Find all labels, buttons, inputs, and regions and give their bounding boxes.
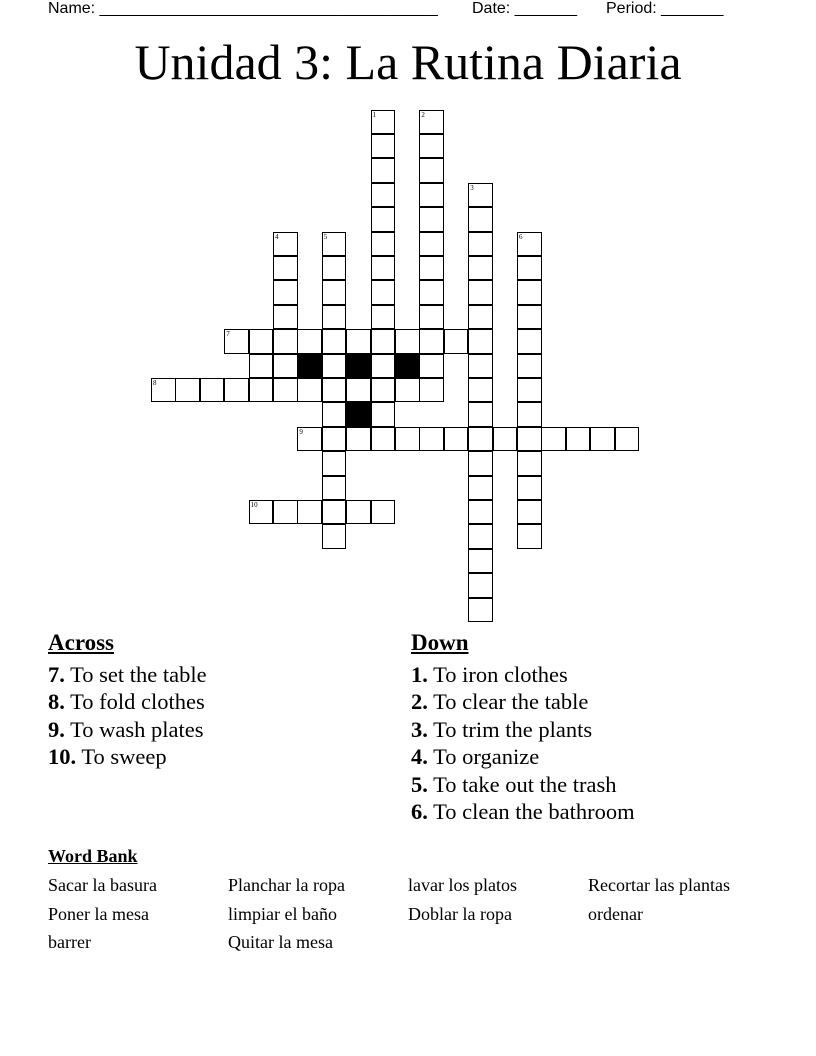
clue-text: To take out the trash — [427, 771, 617, 797]
crossword-cell[interactable] — [249, 329, 274, 354]
crossword-cell[interactable] — [322, 427, 347, 452]
crossword-cell[interactable] — [468, 207, 493, 232]
date-field[interactable]: Date: _______ — [472, 0, 577, 17]
clue-number: 6. — [411, 799, 428, 825]
crossword-cell[interactable] — [297, 329, 322, 354]
crossword-cell[interactable] — [297, 500, 322, 525]
crossword-cell[interactable] — [322, 451, 347, 476]
crossword-cell[interactable] — [468, 232, 493, 257]
crossword-cell[interactable] — [517, 476, 542, 501]
crossword-cell[interactable] — [468, 256, 493, 281]
crossword-cell[interactable] — [200, 378, 225, 403]
crossword-cell[interactable] — [468, 476, 493, 501]
crossword-cell[interactable] — [468, 451, 493, 476]
word-bank-item: Planchar la ropa — [228, 875, 345, 895]
crossword-cell[interactable] — [468, 500, 493, 525]
word-bank-item: Quitar la mesa — [228, 932, 333, 952]
crossword-cell[interactable] — [175, 378, 200, 403]
crossword-cell[interactable] — [419, 256, 444, 281]
crossword-cell[interactable] — [224, 329, 249, 354]
crossword-cell[interactable] — [322, 232, 347, 257]
crossword-cell[interactable] — [468, 329, 493, 354]
page-title: Unidad 3: La Rutina Diaria — [134, 34, 682, 90]
clue-text: To clear the table — [427, 689, 589, 715]
crossword-cell[interactable] — [371, 207, 396, 232]
clue-number: 1. — [411, 662, 428, 687]
clue-number: 8 — [153, 378, 157, 387]
crossword-cell[interactable] — [517, 329, 542, 354]
crossword-cell[interactable] — [517, 280, 542, 305]
crossword-cell[interactable] — [468, 280, 493, 305]
crossword-cell[interactable] — [273, 354, 298, 379]
clue-text: To fold clothes — [64, 689, 205, 715]
crossword-cell[interactable] — [468, 183, 493, 208]
crossword-cell[interactable] — [371, 329, 396, 354]
crossword-cell[interactable] — [371, 427, 396, 452]
word-bank-item: Doblar la ropa — [408, 904, 512, 924]
crossword-cell[interactable] — [419, 329, 444, 354]
crossword-cell[interactable] — [566, 427, 591, 452]
crossword-cell[interactable] — [346, 427, 371, 452]
clue-item — [411, 743, 635, 770]
clue-text: To organize — [427, 744, 540, 770]
clue-number: 6 — [519, 232, 523, 241]
clue-number: 4 — [275, 232, 279, 241]
crossword-cell[interactable] — [517, 402, 542, 427]
crossword-cell[interactable] — [468, 598, 493, 623]
crossword-cell[interactable] — [590, 427, 615, 452]
crossword-cell[interactable] — [297, 427, 322, 452]
crossword-cell[interactable] — [371, 354, 396, 379]
period-field[interactable]: Period: _______ — [606, 0, 724, 17]
clue-text: To wash plates — [64, 716, 204, 742]
across-clues — [48, 661, 207, 771]
crossword-cell[interactable] — [322, 305, 347, 330]
clue-number: 8. — [48, 689, 65, 715]
down-heading: Down — [411, 630, 469, 655]
crossword-cell[interactable] — [395, 329, 420, 354]
crossword-cell[interactable] — [371, 110, 396, 135]
clue-text: To trim the plants — [427, 716, 593, 742]
crossword-cell[interactable] — [371, 232, 396, 257]
crossword-cell[interactable] — [468, 524, 493, 549]
clue-text: To sweep — [76, 744, 167, 770]
clue-number: 1 — [372, 110, 377, 119]
clue-number: 2. — [411, 689, 428, 715]
black-cell — [346, 354, 371, 379]
crossword-cell[interactable] — [322, 354, 347, 379]
clue-number: 2 — [421, 110, 425, 119]
word-bank-item: Recortar las plantas — [588, 875, 730, 895]
crossword-cell[interactable] — [468, 427, 493, 452]
clue-item — [411, 716, 635, 743]
crossword-cell[interactable] — [371, 256, 396, 281]
clue-number: 10 — [250, 500, 258, 509]
crossword-cell[interactable] — [371, 305, 396, 330]
word-bank-item: Poner la mesa — [48, 904, 149, 924]
crossword-cell[interactable] — [419, 158, 444, 183]
crossword-cell[interactable] — [468, 549, 493, 574]
word-bank-item: Sacar la basura — [48, 875, 157, 895]
clue-number: 7 — [226, 330, 230, 339]
clue-number: 4. — [411, 744, 428, 770]
crossword-cell[interactable] — [273, 280, 298, 305]
crossword-cell[interactable] — [371, 402, 396, 427]
word-bank-item: limpiar el baño — [228, 904, 337, 924]
clue-item — [48, 688, 207, 715]
clue-number: 5 — [323, 232, 328, 241]
clue-number: 10. — [48, 744, 77, 770]
clue-item — [411, 771, 635, 798]
crossword-cell[interactable] — [517, 524, 542, 549]
crossword-cell[interactable] — [346, 329, 371, 354]
crossword-cell[interactable] — [419, 354, 444, 379]
word-bank-item: ordenar — [588, 904, 643, 924]
crossword-cell[interactable] — [151, 378, 176, 403]
word-bank-title: Word Bank — [48, 846, 138, 866]
crossword-cell[interactable] — [322, 256, 347, 281]
crossword-cell[interactable] — [249, 500, 274, 525]
crossword-cell[interactable] — [615, 427, 640, 452]
clue-item — [48, 743, 207, 770]
clue-number: 9 — [299, 427, 303, 436]
black-cell — [297, 354, 322, 379]
crossword-cell[interactable] — [419, 232, 444, 257]
black-cell — [395, 354, 420, 379]
crossword-cell[interactable] — [444, 427, 469, 452]
clue-number: 3. — [411, 716, 428, 742]
crossword-cell[interactable] — [249, 354, 274, 379]
clue-item — [48, 661, 207, 688]
crossword-cell[interactable] — [371, 134, 396, 159]
clue-number: 3 — [470, 183, 474, 192]
crossword-cell[interactable] — [517, 256, 542, 281]
crossword-cell[interactable] — [444, 329, 469, 354]
crossword-cell[interactable] — [371, 280, 396, 305]
crossword-cell[interactable] — [273, 378, 298, 403]
crossword-cell[interactable] — [273, 232, 298, 257]
clue-number: 9. — [48, 716, 65, 742]
crossword-cell[interactable] — [346, 378, 371, 403]
crossword-cell[interactable] — [517, 427, 542, 452]
crossword-cell[interactable] — [517, 378, 542, 403]
clue-item — [411, 661, 635, 688]
clue-text: To iron clothes — [427, 662, 568, 687]
crossword-cell[interactable] — [517, 354, 542, 379]
crossword-cell[interactable] — [224, 378, 249, 403]
crossword-cell[interactable] — [322, 280, 347, 305]
crossword-cell[interactable] — [541, 427, 566, 452]
crossword-cell[interactable] — [322, 524, 347, 549]
crossword-cell[interactable] — [419, 280, 444, 305]
crossword-cell[interactable] — [371, 158, 396, 183]
crossword-cell[interactable] — [419, 183, 444, 208]
crossword-cell[interactable] — [395, 427, 420, 452]
crossword-cell[interactable] — [273, 329, 298, 354]
clue-item — [48, 716, 207, 743]
crossword-cell[interactable] — [419, 207, 444, 232]
crossword-cell[interactable] — [322, 402, 347, 427]
crossword-cell[interactable] — [371, 378, 396, 403]
crossword-cell[interactable] — [419, 110, 444, 135]
crossword-cell[interactable] — [297, 378, 322, 403]
crossword-cell[interactable] — [395, 378, 420, 403]
crossword-cell[interactable] — [346, 500, 371, 525]
crossword-cell[interactable] — [322, 500, 347, 525]
clue-number: 5. — [411, 771, 428, 797]
crossword-cell[interactable] — [493, 427, 518, 452]
word-bank-item: barrer — [48, 932, 91, 952]
crossword-cell[interactable] — [468, 378, 493, 403]
crossword-cell[interactable] — [468, 354, 493, 379]
clue-item — [411, 798, 635, 825]
crossword-cell[interactable] — [517, 451, 542, 476]
crossword-cell[interactable] — [322, 476, 347, 501]
crossword-cell[interactable] — [517, 500, 542, 525]
crossword-cell[interactable] — [468, 305, 493, 330]
name-field[interactable]: Name: ______________________________________ — [48, 0, 438, 17]
crossword-cell[interactable] — [419, 427, 444, 452]
crossword-cell[interactable] — [419, 134, 444, 159]
word-bank-item: lavar los platos — [408, 875, 517, 895]
crossword-cell[interactable] — [322, 329, 347, 354]
clue-item — [411, 688, 635, 715]
clue-text: To clean the bathroom — [427, 799, 635, 825]
crossword-cell[interactable] — [468, 402, 493, 427]
crossword-cell[interactable] — [517, 305, 542, 330]
clue-text: To set the table — [64, 662, 207, 687]
crossword-cell[interactable] — [517, 232, 542, 257]
crossword-cell[interactable] — [419, 305, 444, 330]
crossword-cell[interactable] — [468, 573, 493, 598]
crossword-cell[interactable] — [249, 378, 274, 403]
crossword-cell[interactable] — [273, 500, 298, 525]
crossword-cell[interactable] — [322, 378, 347, 403]
crossword-cell[interactable] — [371, 500, 396, 525]
across-heading: Across — [48, 630, 115, 655]
clue-number: 7. — [48, 662, 65, 687]
black-cell — [346, 402, 371, 427]
crossword-cell[interactable] — [273, 256, 298, 281]
down-clues — [411, 661, 635, 825]
crossword-cell[interactable] — [273, 305, 298, 330]
crossword-cell[interactable] — [419, 378, 444, 403]
crossword-cell[interactable] — [371, 183, 396, 208]
